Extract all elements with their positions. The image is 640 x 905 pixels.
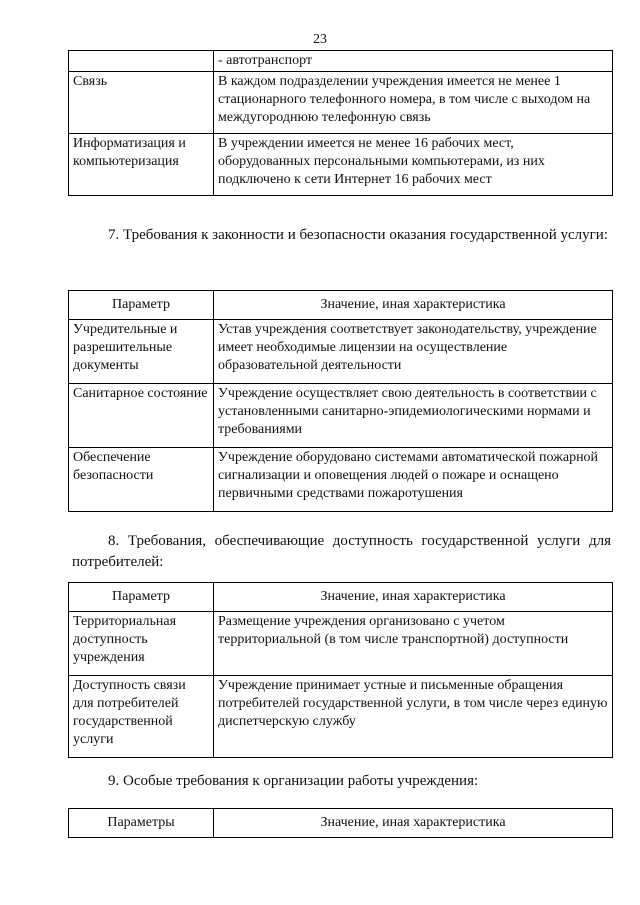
value-cell: Учреждение осуществляет свою деятельность в соответствии с установленными санитарно-эпидемиологическими нормами и требованиями (214, 384, 613, 448)
page-number: 23 (313, 32, 327, 47)
value-cell: Учреждение принимает устные и письменные обращения потребителей государственной услуги, в том числе через единую диспетчерскую службу (214, 676, 613, 758)
param-cell: Связь (69, 72, 214, 134)
table-section-9 (68, 808, 613, 838)
param-cell (69, 51, 214, 72)
param-cell: Доступность связи для потребителей государственной услуги (69, 676, 214, 758)
table-resources (68, 50, 613, 196)
table-row (69, 384, 613, 448)
section-8-heading: 8. Требования, обеспечивающие доступность государственной услуги для потребителей: (72, 533, 611, 570)
header-param: Параметр (69, 583, 214, 612)
table-row (69, 320, 613, 384)
value-cell: Учреждение оборудовано системами автоматической пожарной сигнализации и оповещения людей о пожаре и оснащено первичными средствами пожаротушения (214, 448, 613, 512)
value-cell: Размещение учреждения организовано с учетом территориальной (в том числе транспортной) доступности (214, 612, 613, 676)
header-value: Значение, иная характеристика (214, 291, 613, 320)
table-header-row (69, 291, 613, 320)
table-section-7 (68, 290, 613, 512)
param-cell: Обеспечение безопасности (69, 448, 214, 512)
table-row (69, 612, 613, 676)
param-cell: Санитарное состояние (69, 384, 214, 448)
section-7-heading: 7. Требования к законности и безопасности оказания государственной услуги: (108, 227, 608, 243)
value-cell: В каждом подразделении учреждения имеется не менее 1 стационарного телефонного номера, в том числе с выходом на междугороднюю телефонную связь (214, 72, 613, 134)
table-row (69, 676, 613, 758)
param-cell: Территориальная доступность учреждения (69, 612, 214, 676)
header-param: Параметр (69, 291, 214, 320)
header-param: Параметры (69, 809, 214, 838)
param-cell: Информатизация и компьютеризация (69, 134, 214, 196)
value-cell: В учреждении имеется не менее 16 рабочих мест, оборудованных персональными компьютерами, из них подключено к сети Интернет 16 рабочих мест (214, 134, 613, 196)
value-cell: - автотранспорт (214, 51, 613, 72)
header-value: Значение, иная характеристика (214, 809, 613, 838)
table-row (69, 51, 613, 72)
table-header-row (69, 583, 613, 612)
table-row (69, 134, 613, 196)
table-row (69, 448, 613, 512)
param-cell: Учредительные и разрешительные документы (69, 320, 214, 384)
table-header-row (69, 809, 613, 838)
table-row (69, 72, 613, 134)
table-section-8 (68, 582, 613, 758)
header-value: Значение, иная характеристика (214, 583, 613, 612)
value-cell: Устав учреждения соответствует законодательству, учреждение имеет необходимые лицензии на осуществление образовательной деятельности (214, 320, 613, 384)
section-9-heading: 9. Особые требования к организации работы учреждения: (108, 773, 479, 789)
